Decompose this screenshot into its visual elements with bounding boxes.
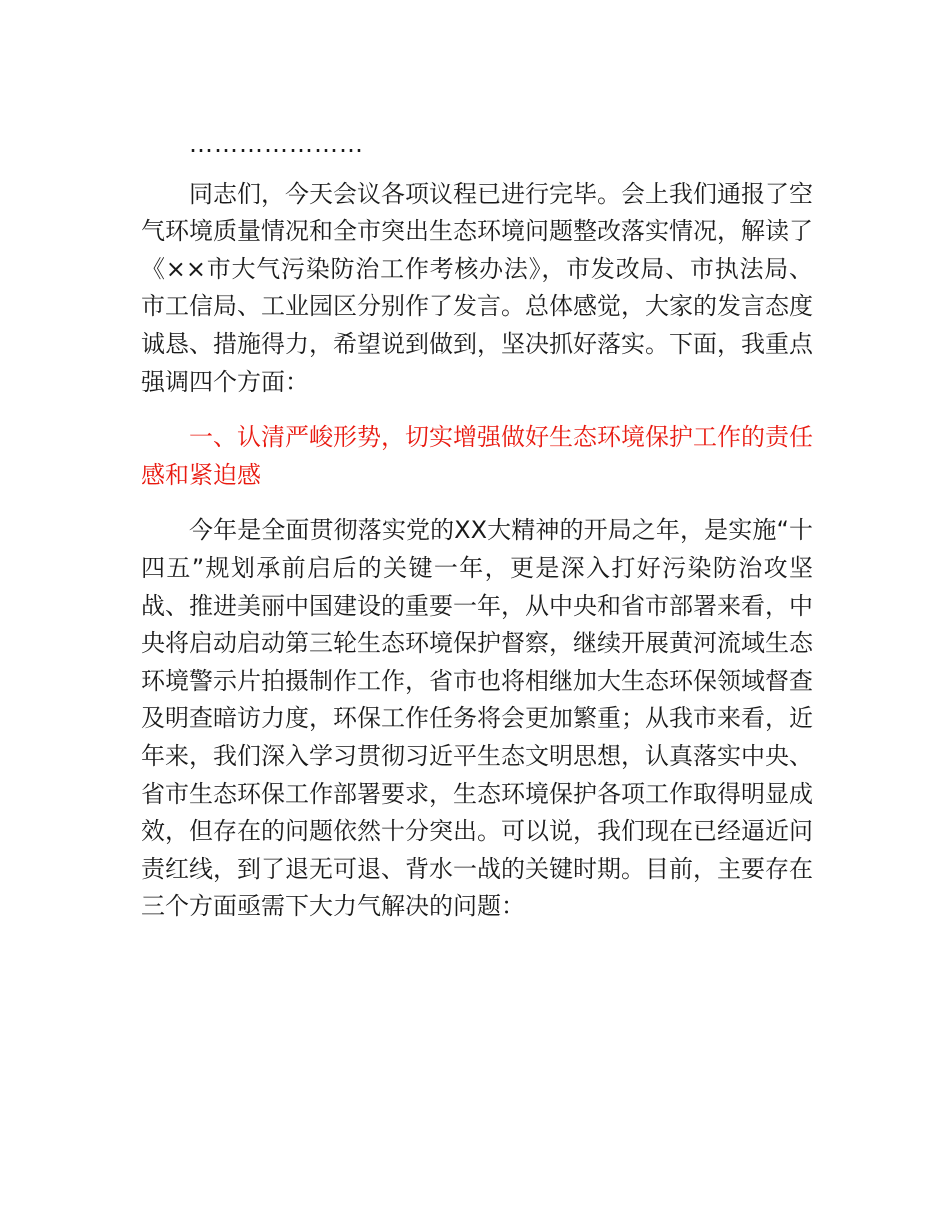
body-paragraph: 今年是全面贯彻落实党的XX大精神的开局之年，是实施“十四五”规划承前启后的关键一年，更是深入打好污染防治攻坚战、推进美丽中国建设的重要一年，从中央和省市部署来看，中央将启动启动第三轮生态环境保护督察，继续开展黄河流域生态环境警示片拍摄制作工作，省市也将相继加大生态环保领域督查及明查暗访力度，环保工作任务将会更加繁重；从我市来看，近年来，我们深入学习贯彻习近平生态文明思想，认真落实中央、省市生态环保工作部署要求，生态环境保护各项工作取得明显成效，但存在的问题依然十分突出。可以说，我们现在已经逼近问责红线，到了退无可退、背水一战的关键时期。目前，主要存在三个方面亟需下大力气解决的问题： [141,516,813,921]
section-heading: 一、认清严峻形势，切实增强做好生态环境保护工作的责任感和紧迫感 [141,423,813,489]
ellipsis-line: ………………… [189,130,364,158]
opening-paragraph: 同志们，今天会议各项议程已进行完毕。会上我们通报了空气环境质量情况和全市突出生态环境问题整改落实情况，解读了《××市大气污染防治工作考核办法》，市发改局、市执法局、市工信局、工业园区分别作了发言。总体感觉，大家的发言态度诚恳、措施得力，希望说到做到，坚决抓好落实。下面，我重点强调四个方面： [141,179,813,396]
document-body [141,126,813,926]
